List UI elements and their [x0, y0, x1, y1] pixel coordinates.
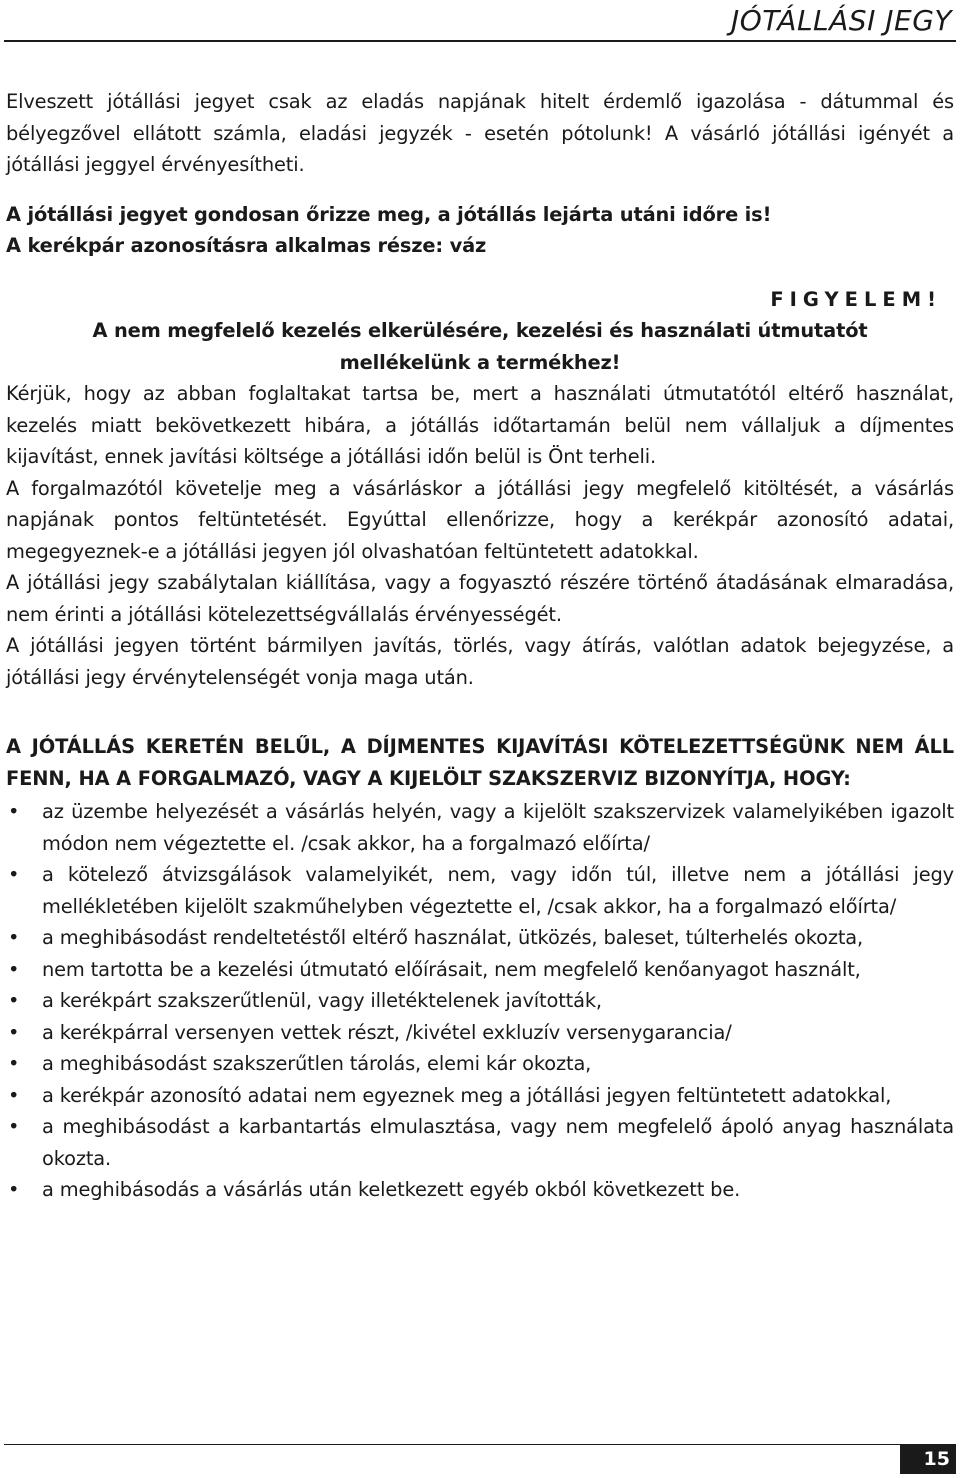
header-divider — [4, 40, 956, 42]
list-item: • a kerékpárral versenyen vettek részt, /kivétel exkluzív versenygarancia/ — [6, 1017, 954, 1049]
warning-subtitle: A nem megfelelő kezelés elkerülésére, kezelési és használati útmutatót mellékelünk a termékhez! — [92, 319, 868, 374]
page-number: 15 — [900, 1444, 956, 1474]
keep-warranty-notice: A jótállási jegyet gondosan őrizze meg, a jótállás lejárta utáni időre is! — [6, 202, 772, 226]
warning-paragraph-2: A forgalmazótól követelje meg a vásárláskor a jótállási jegy megfelelő kitöltését, a vásárlás napjának pontos feltüntetését. Egyúttal ellenőrizze, hogy a kerékpár azonosító adatai, megegyeznek-e a jótállási jegyen jól olvashatóan feltüntetett adatokkal. — [6, 476, 954, 563]
list-item: • az üzembe helyezését a vásárlás helyén, vagy a kijelölt szakszervizek valamelyikében igazolt módon nem végeztette el. /csak akkor, ha a forgalmazó előírta/ — [6, 796, 954, 859]
warning-paragraph-1: Kérjük, hogy az abban foglaltakat tartsa be, mert a használati útmutatótól eltérő használat, kezelés miatt bekövetkezett hibára, a jótállás időtartamán belül nem vállaljuk a díjmentes kijavítást, ennek javítási költsége a jótállási időn belül is Önt terheli. — [6, 382, 954, 468]
intro-paragraph: Elveszett jótállási jegyet csak az eladás napjának hitelt érdemlő igazolása - dátummal és bélyegzővel ellátott számla, eladási jegyzék - esetén pótolunk! A vásárló jótállási igényét a jótállási jeggyel érvényesítheti. — [6, 90, 954, 176]
exclusions-heading: A JÓTÁLLÁS KERETÉN BELŰL, A DÍJMENTES KIJAVÍTÁSI KÖTELEZETTSÉGÜNK NEM ÁLL FENN, HA A FORGALMAZÓ, VAGY A KIJELÖLT SZAKSZERVIZ BIZONYÍTJA, HOGY: — [6, 735, 954, 790]
list-item: • a kötelező átvizsgálások valamelyikét, nem, vagy időn túl, illetve nem a jótállási jegy mellékletében kijelölt szakműhelyben végeztette el, /csak akkor, ha a forgalmazó előírta/ — [6, 859, 954, 922]
list-item: • a kerékpárt szakszerűtlenül, vagy illetéktelenek javították, — [6, 985, 954, 1017]
exclusions-list — [6, 796, 954, 1206]
list-item: • a meghibásodást szakszerűtlen tárolás, elemi kár okozta, — [6, 1048, 954, 1080]
list-item: • a meghibásodást rendeltetéstől eltérő használat, ütközés, baleset, túlterhelés okozta, — [6, 922, 954, 954]
warning-paragraph-3: A jótállási jegy szabálytalan kiállítása, vagy a fogyasztó részére történő átadásának elmaradása, nem érinti a jótállási kötelezettségvállalás érvényességét. — [6, 571, 954, 626]
list-item: • a meghibásodást a karbantartás elmulasztása, vagy nem megfelelő ápoló anyag használata okozta. — [6, 1111, 954, 1174]
list-item: • a kerékpár azonosító adatai nem egyeznek meg a jótállási jegyen feltüntetett adatokkal, — [6, 1080, 954, 1112]
footer-divider — [4, 1444, 900, 1445]
list-item: • nem tartotta be a kezelési útmutató előírásait, nem megfelelő kenőanyagot használt, — [6, 954, 954, 986]
page-header-title: JÓTÁLLÁSI JEGY — [730, 4, 952, 37]
document-body — [6, 86, 954, 1206]
warning-title: FIGYELEM! — [770, 287, 942, 311]
list-item: • a meghibásodás a vásárlás után keletkezett egyéb okból következett be. — [6, 1174, 954, 1206]
bike-identification-notice: A kerékpár azonosításra alkalmas része: váz — [6, 234, 487, 257]
warning-paragraph-4: A jótállási jegyen történt bármilyen javítás, törlés, vagy átírás, valótlan adatok bejegyzése, a jótállási jegy érvénytelenségét vonja maga után. — [6, 634, 954, 689]
